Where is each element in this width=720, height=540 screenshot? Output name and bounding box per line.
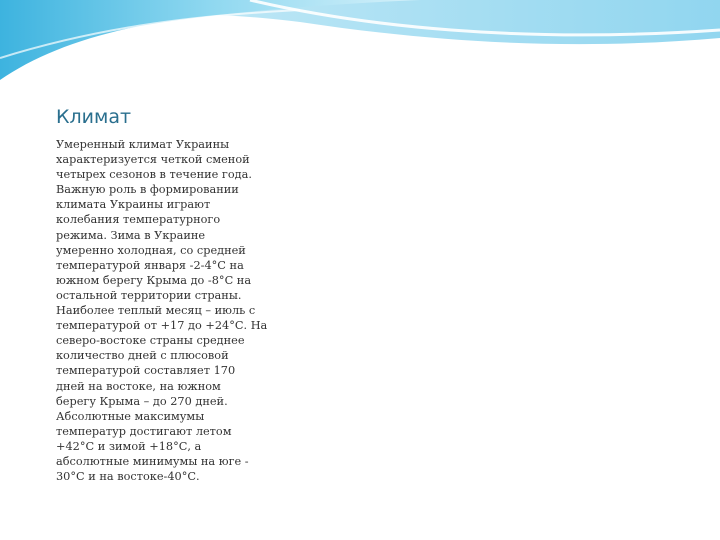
slide-body-text: Умеренный климат Украины характеризуется четкой сменой четырех сезонов в течение года. Важную роль в формировании климата Украины играют колебания температурного режима. Зима в Украине умеренно холодная, со средней температурой января -2-4°С на южном берегу Крыма до -8°С на остальной территории страны. Наиболее теплый месяц – июль с температурой от +17 до +24°С. На северо-востоке страны среднее количество дней с плюсовой температурой составляет 170 дней на востоке, на южном берегу Крыма – до 270 дней. Абсолютные максимумы температур достигают летом +42°С и зимой +18°С, а абсолютные минимумы на юге - 30°С и на востоке-40°С. [56,138,268,484]
slide-title: Климат [56,106,132,128]
header-wave-decoration [0,0,720,90]
